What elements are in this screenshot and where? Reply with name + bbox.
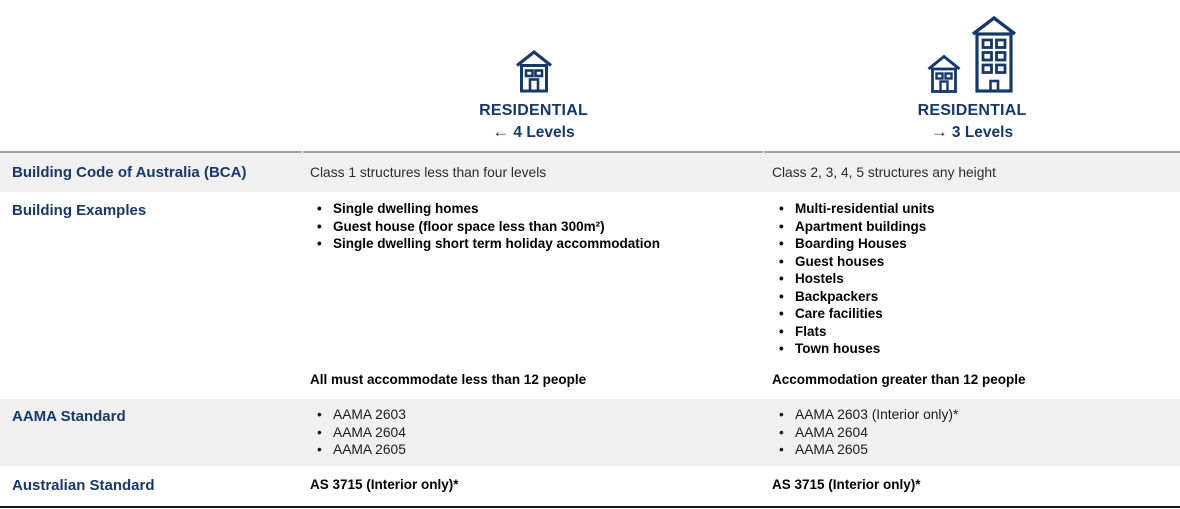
bullet-item: • Flats bbox=[772, 323, 1180, 341]
levels-label: 3 Levels bbox=[951, 124, 1014, 142]
bullet-item: • Multi-residential units bbox=[772, 200, 1180, 218]
bca-class1-text: Class 1 structures less than four levels bbox=[310, 164, 547, 180]
bullet-item: • AAMA 2603 bbox=[310, 406, 764, 424]
bullet-item: • AAMA 2603 (Interior only)* bbox=[772, 406, 1180, 424]
left-arrow-icon: ← bbox=[492, 122, 510, 142]
column-title: RESIDENTIAL bbox=[917, 101, 1027, 119]
bullet-item: • AAMA 2604 bbox=[772, 424, 1180, 442]
header-spacer bbox=[0, 0, 303, 151]
bullet-item: • AAMA 2605 bbox=[772, 441, 1180, 459]
row-label: Australian Standard bbox=[12, 476, 155, 494]
small-house-icon bbox=[926, 54, 962, 93]
bullet-item: • Hostels bbox=[772, 270, 1180, 288]
class2345-occupancy-note: Accommodation greater than 12 people bbox=[772, 371, 1026, 387]
column-header-residential-under-4-levels bbox=[303, 0, 764, 151]
levels-line bbox=[492, 123, 574, 142]
class1-occupancy-note: All must accommodate less than 12 people bbox=[310, 371, 587, 387]
levels-line bbox=[931, 123, 1013, 142]
bullet-item: • Backpackers bbox=[772, 288, 1180, 306]
row-label: AAMA Standard bbox=[12, 408, 126, 425]
bullet-item: • Apartment buildings bbox=[772, 218, 1180, 236]
class1-examples-list bbox=[310, 200, 764, 253]
bullet-item: • Care facilities bbox=[772, 305, 1180, 323]
aama-class2345-list bbox=[772, 406, 1180, 459]
row-label: Building Code of Australia (BCA) bbox=[12, 163, 247, 181]
bullet-item: • AAMA 2604 bbox=[310, 424, 764, 442]
levels-label: 4 Levels bbox=[513, 124, 575, 142]
table-row-aama-standard bbox=[0, 399, 1180, 466]
bullet-item: • Boarding Houses bbox=[772, 235, 1180, 253]
bullet-item: • Single dwelling short term holiday accommodation bbox=[310, 235, 764, 253]
house-icon bbox=[514, 49, 554, 93]
bullet-item: • AAMA 2605 bbox=[310, 441, 764, 459]
as3715-class2345-text: AS 3715 (Interior only)* bbox=[772, 477, 921, 493]
table-row-bca bbox=[0, 153, 1180, 192]
class2345-examples-list bbox=[772, 200, 1180, 358]
table-row-australian-standard bbox=[0, 466, 1180, 506]
column-headers bbox=[0, 0, 1180, 151]
bullet-item: • Single dwelling homes bbox=[310, 200, 764, 218]
aama-class1-list bbox=[310, 406, 764, 459]
bca-class2345-text: Class 2, 3, 4, 5 structures any height bbox=[772, 164, 996, 180]
as3715-class1-text: AS 3715 (Interior only)* bbox=[310, 477, 459, 493]
column-header-residential-over-3-levels bbox=[764, 0, 1180, 151]
bullet-item: • Town houses bbox=[772, 340, 1180, 358]
table-bottom-border bbox=[0, 506, 1180, 508]
column-title: RESIDENTIAL bbox=[479, 101, 588, 119]
table-row-building-examples bbox=[0, 192, 1180, 399]
bullet-item: • Guest house (floor space less than 300m²) bbox=[310, 218, 764, 236]
bullet-item: • Guest houses bbox=[772, 253, 1180, 271]
right-arrow-icon: → bbox=[930, 122, 948, 142]
apartment-building-icon bbox=[969, 15, 1019, 93]
row-label: Building Examples bbox=[12, 202, 147, 219]
